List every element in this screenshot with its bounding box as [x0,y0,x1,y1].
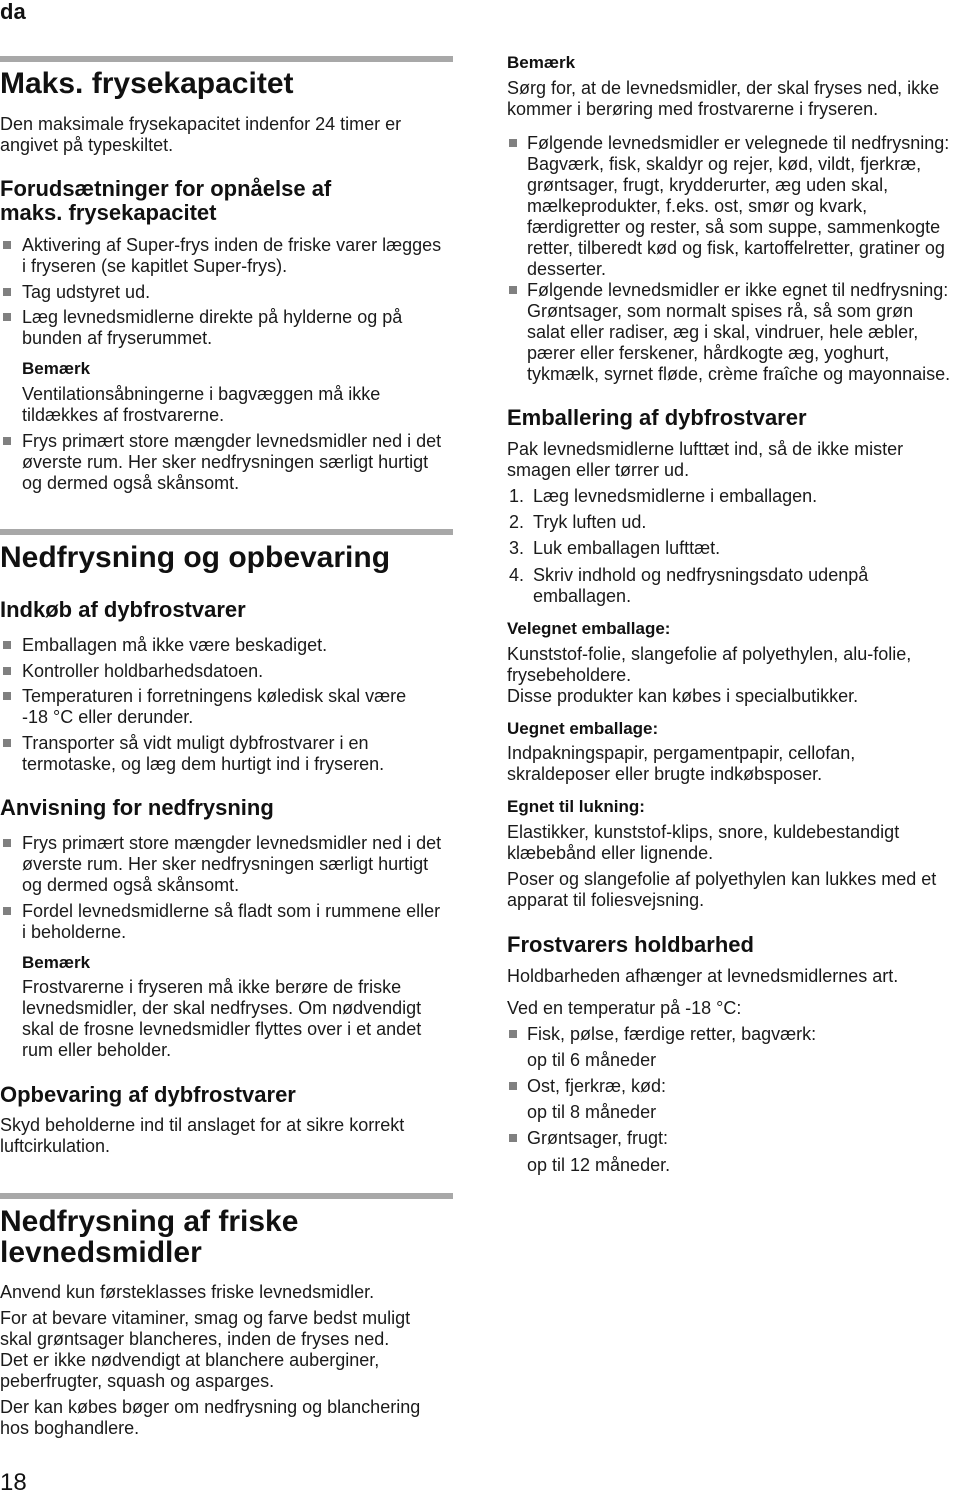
paragraph: Indpakningspapir, pergamentpapir, cellofan, skraldeposer eller brugte indkøbsposer. [507,743,856,784]
paragraph: Kunststof-folie, slangefolie af polyethylen, alu-folie, frysebeholdere. [507,644,912,685]
food-type: Grøntsager, frugt: [527,1128,669,1148]
bullet-icon [509,1082,517,1090]
paragraph: Anvend kun førsteklasses friske levnedsmidler. [0,1282,375,1302]
page-number: 18 [0,1469,27,1496]
list-item-text: Emballagen må ikke være beskadiget. [22,635,328,655]
bullet-icon [509,1030,517,1038]
bullet-icon [3,667,11,675]
list-item [527,133,960,280]
subheading-storage: Opbevaring af dybfrostvarer [0,1082,296,1107]
list-item [527,280,960,385]
unsuitable-packaging-label: Uegnet emballage: [507,719,659,738]
paragraph: Skyd beholderne ind til anslaget for at sikre korrekt luftcirkulation. [0,1115,405,1156]
list-item-text: Følgende levnedsmidler er ikke egnet til nedfrysning: Grøntsager, som normalt spises rå, så som grøn salat eller radiser, æg i skal, vindruer, hele æbler, pærer eller ferskener, hårdkogte æg, yoghurt, tykmælk, syrnet fløde, crème fraîche og mayonnaise. [527,280,951,384]
step-text: Læg levnedsmidlerne i emballagen. [533,486,818,506]
food-type: Fisk, pølse, færdige retter, bagværk: [527,1024,817,1044]
list-item [22,307,453,349]
language-tag: da [0,0,26,24]
step-text: Skriv indhold og nedfrysningsdato udenpå emballagen. [533,565,869,606]
bullet-icon [3,692,11,700]
list-item [22,733,453,775]
list-item-text: Tag udstyret ud. [22,282,151,302]
bullet-icon [509,286,517,294]
section-title-fresh-food: Nedfrysning af friske levnedsmidler [0,1205,299,1269]
suitable-packaging-label: Velegnet emballage: [507,619,671,638]
section-rule [0,56,453,62]
note-label: Bemærk [22,359,91,378]
paragraph: Holdbarheden afhænger at levnedsmidlernes art. [507,966,899,986]
subheading-packaging: Emballering af dybfrostvarer [507,405,807,430]
list-item [527,1024,960,1045]
list-item [22,661,453,682]
list-item [22,431,453,494]
list-item-text: Kontroller holdbarhedsdatoen. [22,661,264,681]
subheading-instructions: Anvisning for nedfrysning [0,795,274,820]
paragraph: Der kan købes bøger om nedfrysning og blanchering hos boghandlere. [0,1397,421,1438]
note-label: Bemærk [507,53,576,72]
bullet-icon [3,241,11,249]
list-item [22,901,453,943]
list-item [22,833,453,896]
step-number: 1. [509,486,525,506]
list-item-text: Transporter så vidt muligt dybfrostvarer i en termotaske, og læg dem hurtigt ind i fryseren. [22,733,385,774]
bullet-icon [3,839,11,847]
bullet-icon [3,437,11,445]
list-item-text: Læg levnedsmidlerne direkte på hylderne og på bunden af fryserummet. [22,307,403,348]
bullet-icon [3,288,11,296]
step-number: 2. [509,512,525,532]
list-item-text: Frys primært store mængder levnedsmidler ned i det øverste rum. Her sker nedfrysningen særligt hurtigt og dermed også skånsomt. [22,833,442,895]
step-text: Luk emballagen lufttæt. [533,538,721,558]
bullet-icon [509,139,517,147]
section-rule [0,1193,453,1199]
list-item [22,635,453,656]
subheading-shelf-life: Frostvarers holdbarhed [507,932,754,957]
paragraph: For at bevare vitaminer, smag og farve bedst muligt skal grøntsager blancheres, inden de fryses ned. [0,1308,411,1349]
numbered-item [509,512,960,533]
bullet-icon [3,907,11,915]
numbered-item [509,565,960,607]
list-item [22,686,453,728]
paragraph: Ved en temperatur på -18 °C: [507,998,742,1018]
numbered-item [509,538,960,559]
list-item-text: Frys primært store mængder levnedsmidler ned i det øverste rum. Her sker nedfrysningen særligt hurtigt og dermed også skånsomt. [22,431,442,493]
list-item-text: Temperaturen i forretningens køledisk skal være -18 °C eller derunder. [22,686,407,727]
note-label: Bemærk [22,953,91,972]
food-type: Ost, fjerkræ, kød: [527,1076,667,1096]
list-item [527,1076,960,1097]
numbered-item [509,486,960,507]
subheading-prerequisites: Forudsætninger for opnåelse af maks. frysekapacitet [0,176,332,225]
paragraph: Den maksimale frysekapacitet indenfor 24 timer er angivet på typeskiltet. [0,114,402,155]
bullet-icon [3,739,11,747]
storage-duration: op til 6 måneder [527,1050,657,1070]
section-rule [0,529,453,535]
list-item-text: Aktivering af Super-frys inden de friske varer lægges i fryseren (se kapitlet Super-frys). [22,235,442,276]
storage-duration: op til 8 måneder [527,1102,657,1122]
step-number: 3. [509,538,525,558]
step-number: 4. [509,565,525,585]
list-item-text: Fordel levnedsmidlerne så fladt som i rummene eller i beholderne. [22,901,441,942]
list-item [527,1128,960,1149]
bullet-icon [3,313,11,321]
step-text: Tryk luften ud. [533,512,647,532]
paragraph: Poser og slangefolie af polyethylen kan lukkes med et apparat til foliesvejsning. [507,869,937,910]
note-text: Sørg for, at de levnedsmidler, der skal fryses ned, ikke kommer i berøring med frostvarerne i fryseren. [507,78,940,119]
paragraph: Elastikker, kunststof-klips, snore, kuldebestandigt klæbebånd eller lignende. [507,822,900,863]
paragraph: Pak levnedsmidlerne lufttæt ind, så de ikke mister smagen eller tørrer ud. [507,439,904,480]
section-title-max-capacity: Maks. frysekapacitet [0,67,294,100]
list-item [22,235,453,277]
bullet-icon [509,1134,517,1142]
list-item [22,282,453,303]
subheading-buying: Indkøb af dybfrostvarer [0,597,246,622]
list-item-text: Følgende levnedsmidler er velegnede til nedfrysning: Bagværk, fisk, skaldyr og rejer, kød, vildt, fjerkræ, grøntsager, frugt, krydderurter, æg uden skal, mælkeprodukter, f.eks. ost, smør og kvark, færdigretter og rester, så som suppe, sammenkogte retter, tilberedt kød og fisk, kartoffelretter, gratiner og desserter. [527,133,950,279]
bullet-icon [3,641,11,649]
note-text: Ventilationsåbningerne i bagvæggen må ikke tildækkes af frostvarerne. [22,384,381,425]
closing-materials-label: Egnet til lukning: [507,797,645,816]
paragraph: Disse produkter kan købes i specialbutikker. [507,686,859,706]
paragraph: Det er ikke nødvendigt at blanchere auberginer, peberfrugter, squash og asparges. [0,1350,380,1391]
storage-duration: op til 12 måneder. [527,1155,671,1175]
note-text: Frostvarerne i fryseren må ikke berøre de friske levnedsmidler, der skal nedfryses. Om nødvendigt skal de frosne levnedsmidler flyttes over i et andet rum eller beholder. [22,977,422,1060]
section-title-freezing-storage: Nedfrysning og opbevaring [0,541,391,574]
